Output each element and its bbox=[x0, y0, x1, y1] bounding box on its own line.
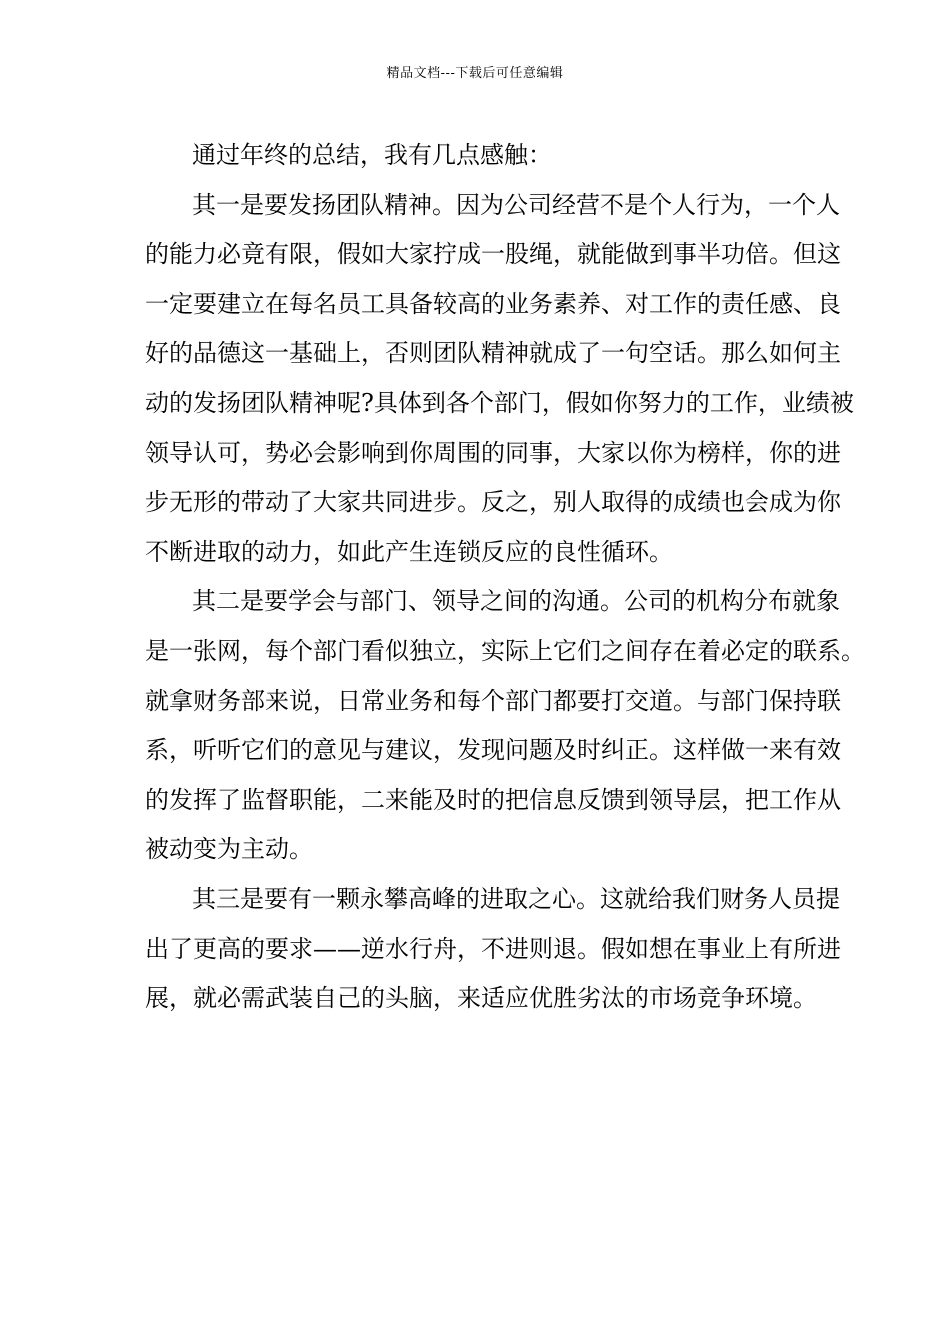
text-line: 其三是要有一颗永攀高峰的进取之心。这就给我们财务人员提 bbox=[192, 884, 840, 913]
text-line: 的发挥了监督职能，二来能及时的把信息反馈到领导层，把工作从 bbox=[145, 785, 841, 814]
document-body bbox=[145, 131, 865, 1024]
text-line: 好的品德这一基础上，否则团队精神就成了一句空话。那么如何主 bbox=[145, 339, 841, 368]
text-line: 一定要建立在每名员工具备较高的业务素养、对工作的责任感、良 bbox=[145, 289, 841, 318]
text-line: 出了更高的要求——逆水行舟，不进则退。假如想在事业上有所进 bbox=[145, 934, 841, 963]
text-line: 其二是要学会与部门、领导之间的沟通。公司的机构分布就象 bbox=[192, 587, 840, 616]
text-line: 通过年终的总结，我有几点感触： bbox=[192, 141, 552, 169]
text-line: 就拿财务部来说，日常业务和每个部门都要打交道。与部门保持联 bbox=[145, 686, 841, 715]
text-line: 被动变为主动。 bbox=[145, 835, 313, 864]
text-line: 不断进取的动力，如此产生连锁反应的良性循环。 bbox=[145, 537, 673, 566]
text-line: 动的发扬团队精神呢?具体到各个部门，假如你努力的工作，业绩被 bbox=[145, 388, 854, 417]
page-header: 精品文档---下载后可任意编辑 bbox=[386, 66, 564, 81]
text-line: 展，就必需武装自己的头脑，来适应优胜劣汰的市场竞争环境。 bbox=[145, 984, 817, 1013]
text-line: 系，听听它们的意见与建议，发现问题及时纠正。这样做一来有效 bbox=[145, 736, 841, 765]
text-line: 其一是要发扬团队精神。因为公司经营不是个人行为，一个人 bbox=[192, 190, 840, 219]
text-line: 是一张网，每个部门看似独立，实际上它们之间存在着必定的联系。 bbox=[145, 636, 865, 665]
text-line: 的能力必竟有限，假如大家拧成一股绳，就能做到事半功倍。但这 bbox=[145, 240, 841, 269]
text-line: 步无形的带动了大家共同进步。反之，别人取得的成绩也会成为你 bbox=[145, 488, 841, 517]
text-line: 领导认可，势必会影响到你周围的同事，大家以你为榜样，你的进 bbox=[145, 438, 841, 467]
